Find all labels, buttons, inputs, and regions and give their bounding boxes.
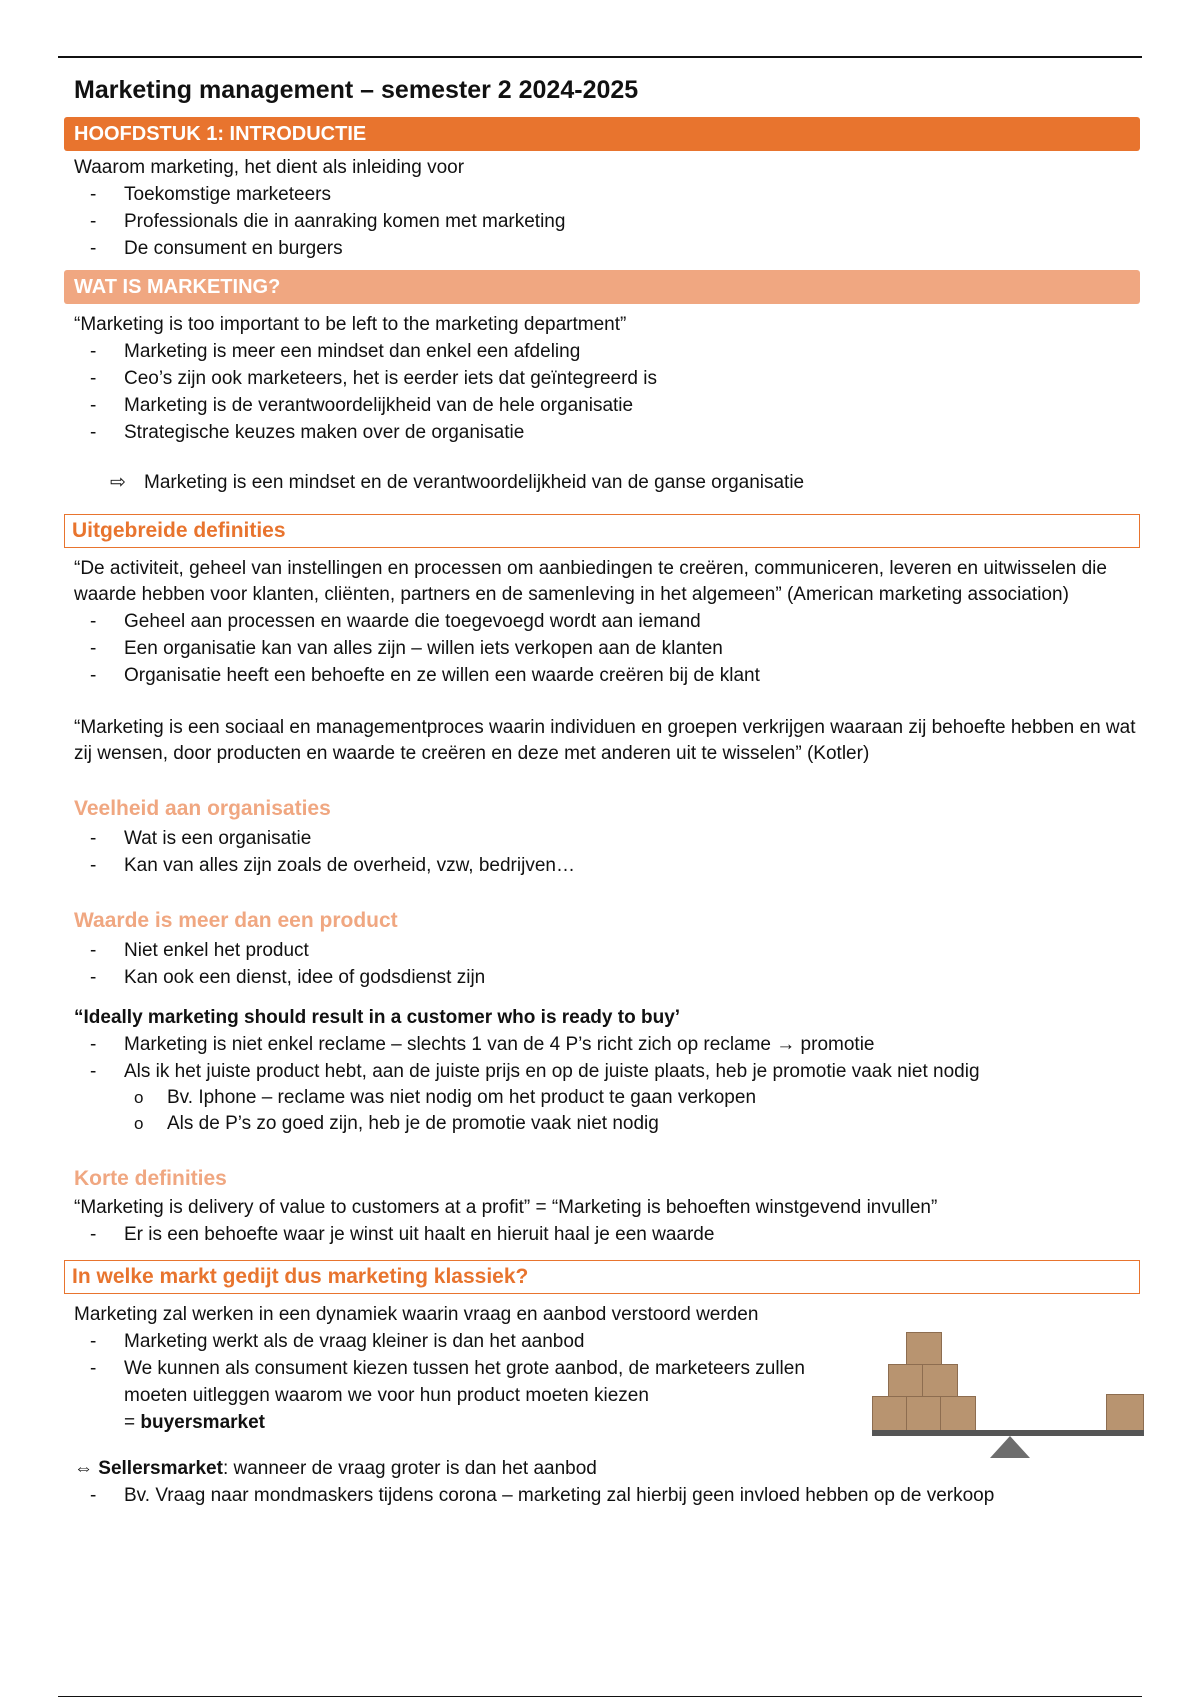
market-heading: In welke markt gedijt dus marketing klassiek? [64,1260,1140,1294]
list-item: - Ceo’s zijn ook marketeers, het is eerder iets dat geïntegreerd is [64,365,1140,392]
balance-scale-illustration [872,1332,1144,1472]
conclusion-text: Marketing is een mindset en de verantwoordelijkheid van de ganse organisatie [144,472,805,493]
sub-list-item: o Als de P’s zo goed zijn, heb je de promotie vaak niet nodig [64,1111,1140,1137]
value-heading: Waarde is meer dan een product [74,909,398,932]
box [906,1332,942,1366]
chapter-intro: Waarom marketing, het dient als inleiding voor [74,157,465,178]
list-item: - Marketing is meer een mindset dan enkel een afdeling [64,338,1140,365]
sellersmarket-text: : wanneer de vraag groter is dan het aanbod [222,1458,597,1479]
list-item: - Kan van alles zijn zoals de overheid, vzw, bedrijven… [64,852,1140,879]
list-item: - Als ik het juiste product hebt, aan de juiste prijs en op de juiste plaats, heb je promotie vaak niet nodig [64,1058,1140,1085]
sellersmarket-term: Sellersmarket [98,1458,223,1479]
bottom-rule [58,1696,1142,1697]
document-body [64,72,1140,1509]
ama-list [64,608,1140,689]
sub-list-item: o Bv. Iphone – reclame was niet nodig om het product te gaan verkopen [64,1085,1140,1111]
kotler-quote: “Marketing is een sociaal en managementproces waarin individuen en groepen verkrijgen waaraan zij behoefte hebben en wat zij wensen, door producten en waarde te creëren en deze met anderen uit te wisselen” (Kotler) [74,717,1136,764]
ideal-list [64,1031,1140,1085]
box [940,1396,976,1432]
value-list [64,937,1140,991]
box [1106,1394,1144,1432]
list-item: - Er is een behoefte waar je winst uit haalt en hieruit haal je een waarde [64,1221,1140,1248]
sellers-list [64,1482,1140,1509]
list-item: - Organisatie heeft een behoefte en ze willen een waarde creëren bij de klant [64,662,1140,689]
list-item: - Wat is een organisatie [64,825,1140,852]
what-is-list [64,338,1140,446]
list-item-text: We kunnen als consument kiezen tussen het grote aanbod, de marketeers zullen moeten uitleggen waarom we voor hun product moeten kiezen [124,1358,805,1406]
buyersmarket-term: buyersmarket [140,1412,265,1433]
department-quote: “Marketing is too important to be left to the marketing department” [74,314,627,335]
extended-definitions-heading: Uitgebreide definities [64,514,1140,548]
ideal-quote: “Ideally marketing should result in a customer who is ready to buy’ [74,1007,681,1028]
box [922,1364,958,1398]
chapter-heading: HOOFDSTUK 1: INTRODUCTIE [64,117,1140,151]
ideal-sublist [64,1085,1140,1137]
market-section [64,1302,1140,1436]
list-item: - Marketing is niet enkel reclame – slechts 1 van de 4 P’s richt zich op reclame → promotie [64,1031,1140,1058]
short-definitions-list [64,1221,1140,1248]
list-item: - Bv. Vraag naar mondmaskers tijdens corona – marketing zal hierbij geen invloed hebben op de verkoop [64,1482,1140,1509]
market-list [64,1328,844,1436]
list-item: - Toekomstige marketeers [64,181,1140,208]
list-item: - Niet enkel het product [64,937,1140,964]
buyers-prefix: = [124,1412,141,1433]
conclusion-line [110,470,1140,496]
short-definitions-heading: Korte definities [74,1167,227,1190]
list-item: - Een organisatie kan van alles zijn – willen iets verkopen aan de klanten [64,635,1140,662]
double-arrow-icon: ⇔ [74,1458,93,1479]
market-text [64,1302,844,1436]
box [888,1364,924,1398]
box [872,1396,908,1432]
audience-list [64,181,1140,262]
top-rule [58,56,1142,58]
list-item: - Geheel aan processen en waarde die toegevoegd wordt aan iemand [64,608,1140,635]
list-item: - Kan ook een dienst, idee of godsdienst zijn [64,964,1140,991]
list-item: - Marketing werkt als de vraag kleiner is dan het aanbod [64,1328,844,1355]
organisations-list [64,825,1140,879]
what-is-marketing-heading: WAT IS MARKETING? [64,270,1140,304]
short-definition-quote: “Marketing is delivery of value to customers at a profit” = “Marketing is behoeften winstgevend invullen” [74,1197,938,1218]
ama-quote: “De activiteit, geheel van instellingen en processen om aanbiedingen te creëren, communiceren, leveren en uitwisselen die waarde hebben voor klanten, cliënten, partners en de samenleving in het algemeen” (American marketing association) [74,558,1107,605]
list-item: - Marketing is de verantwoordelijkheid van de hele organisatie [64,392,1140,419]
document-title: Marketing management – semester 2 2024-2025 [74,76,639,104]
scale-fulcrum [990,1436,1030,1458]
list-item: - Strategische keuzes maken over de organisatie [64,419,1140,446]
market-intro: Marketing zal werken in een dynamiek waarin vraag en aanbod verstoord werden [74,1304,759,1325]
box [906,1396,942,1432]
list-item: - Professionals die in aanraking komen met marketing [64,208,1140,235]
list-item: - De consument en burgers [64,235,1140,262]
list-item [64,1355,844,1436]
arrow-right-icon: ⇨ [110,472,126,493]
organisations-heading: Veelheid aan organisaties [74,797,331,820]
